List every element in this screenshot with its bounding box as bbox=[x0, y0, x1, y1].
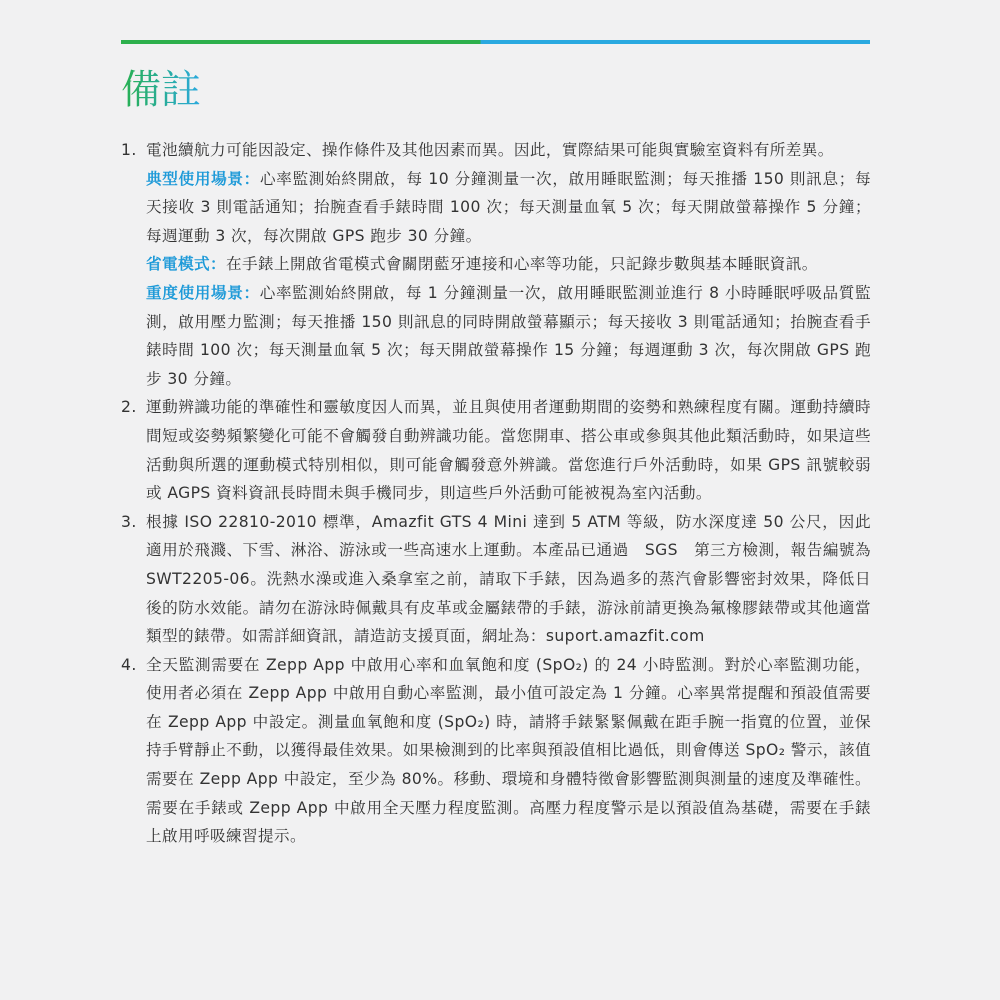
note-text: 全天監測需要在 Zepp App 中啟用心率和血氧飽和度 (SpO₂) 的 24 小時監測。對於心率監測功能，使用者必須在 Zepp App 中啟用自動心率監測，最小值可設定為 1 分鐘。心率異常提醒和預設值需要在 Zepp App 中設定。測量血氧飽和度 (SpO₂) 時，請將手錶緊緊佩戴在距手腕一指寬的位置，並保持手臂靜止不動，以獲得最佳效果。如果檢測到的比率與預設值相比過低，則會傳送 SpO₂ 警示，該值需要在 Zepp App 中設定，至少為 80%。移動、環境和身體特徵會影響監測與測量的速度及準確性。需要在手錶或 Zepp App 中啟用全天壓力程度監測。高壓力程度警示是以預設值為基礎，需要在手錶上啟用呼吸練習提示。 bbox=[146, 655, 871, 846]
note-number: 4. bbox=[121, 655, 137, 674]
note-item-3 bbox=[121, 508, 903, 651]
scenario-label: 重度使用場景： bbox=[146, 283, 260, 302]
page-title: 備註 bbox=[121, 64, 201, 116]
note-number: 2. bbox=[121, 398, 137, 417]
note-text: 根據 ISO 22810-2010 標準，Amazfit GTS 4 Mini 達到 5 ATM 等級，防水深度達 50 公尺，因此適用於飛濺、下雪、淋浴、游泳或一些高速水上運動。本產品已通過 SGS 第三方檢測，報告編號為 SWT2205-06。洗熱水澡或進入桑拿室之前，請取下手錶，因為過多的蒸汽會影響密封效果，降低日後的防水效能。請勿在游泳時佩戴具有皮革或金屬錶帶的手錶，游泳前請更換為氟橡膠錶帶或其他適當類型的錶帶。如需詳細資訊，請造訪支援頁面，網址為：suport.amazfit.com bbox=[146, 512, 903, 646]
scenario-label: 省電模式： bbox=[146, 255, 226, 274]
scenario-label: 典型使用場景： bbox=[146, 169, 260, 188]
header-divider bbox=[121, 40, 870, 44]
note-item-2 bbox=[121, 393, 871, 507]
scenario-typical bbox=[146, 165, 871, 251]
scenario-text: 心率監測始終開啟，每 10 分鐘測量一次，啟用睡眠監測；每天推播 150 則訊息；每天接收 3 則電話通知；抬腕查看手錶時間 100 次；每天測量血氧 5 次；每天開啟螢幕操作 5 分鐘；每週運動 3 次，每次開啟 GPS 跑步 30 分鐘。 bbox=[146, 169, 871, 245]
note-item-1 bbox=[121, 136, 871, 393]
scenario-power-saving bbox=[146, 250, 871, 279]
note-text: 電池續航力可能因設定、操作條件及其他因素而異。因此，實際結果可能與實驗室資料有所差異。 bbox=[146, 141, 834, 159]
notes-page bbox=[121, 0, 903, 1000]
scenario-text: 在手錶上開啟省電模式會關閉藍牙連接和心率等功能，只記錄步數與基本睡眠資訊。 bbox=[225, 255, 818, 274]
scenario-heavy bbox=[146, 279, 871, 393]
note-number: 1. bbox=[121, 141, 137, 159]
note-item-4 bbox=[121, 651, 871, 851]
note-text: 運動辨識功能的準確性和靈敏度因人而異，並且與使用者運動期間的姿勢和熟練程度有關。運動持續時間短或姿勢頻繁變化可能不會觸發自動辨識功能。當您開車、搭公車或參與其他此類活動時，如果這些活動與所選的運動模式特別相似，則可能會觸發意外辨識。當您進行戶外活動時，如果 GPS 訊號較弱或 AGPS 資料資訊長時間未與手機同步，則這些戶外活動可能被視為室內活動。 bbox=[146, 398, 871, 503]
scenario-text: 心率監測始終開啟，每 1 分鐘測量一次，啟用睡眠監測並進行 8 小時睡眠呼吸品質監測，啟用壓力監測；每天推播 150 則訊息的同時開啟螢幕顯示；每天接收 3 則電話通知；抬腕查看手錶時間 100 次；每天測量血氧 5 次；每天開啟螢幕操作 15 分鐘；每週運動 3 次，每次開啟 GPS 跑步 30 分鐘。 bbox=[146, 283, 871, 388]
note-number: 3. bbox=[121, 512, 137, 531]
notes-list bbox=[121, 136, 903, 851]
